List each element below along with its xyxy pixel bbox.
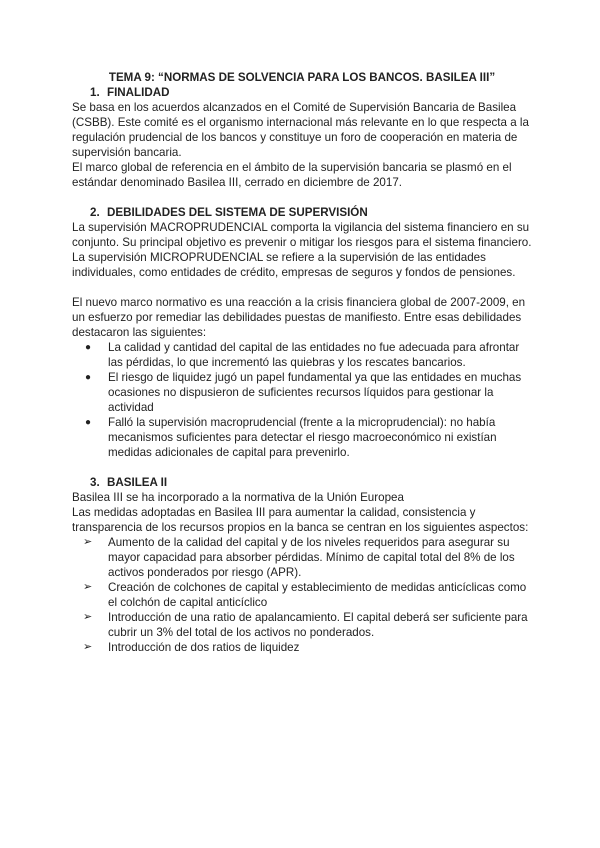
section-title: FINALIDAD	[107, 86, 170, 99]
arrow-bullet-icon: ➢	[83, 611, 93, 623]
bullet-icon: ●	[85, 342, 92, 353]
list-item	[72, 580, 532, 610]
list-item-text: Aumento de la calidad del capital y de los niveles requeridos para asegurar su mayor capacidad para absorber pérdidas. Mínimo de capital total del 8% de los activos ponderados por riesgo (APR).	[108, 536, 515, 579]
list-item-text: La calidad y cantidad del capital de las entidades no fue adecuada para afrontar las pérdidas, lo que incrementó las quiebras y los rescates bancarios.	[108, 341, 520, 369]
arrow-list	[72, 535, 532, 655]
arrow-bullet-icon: ➢	[83, 581, 93, 593]
bullet-icon: ●	[85, 417, 92, 428]
section-number: 1.	[90, 86, 100, 99]
document-page	[72, 70, 532, 655]
document-title: TEMA 9: “NORMAS DE SOLVENCIA PARA LOS BANCOS. BASILEA III”	[108, 71, 496, 84]
paragraph: El marco global de referencia en el ámbito de la supervisión bancaria se plasmó en el estándar denominado Basilea III, cerrado en diciembre de 2017.	[72, 161, 512, 189]
paragraph: La supervisión MACROPRUDENCIAL comporta la vigilancia del sistema financiero en su conjunto. Su principal objetivo es prevenir o mitigar los riesgos para el sistema financiero.	[72, 221, 532, 249]
bullet-icon: ●	[85, 372, 92, 383]
paragraph: El nuevo marco normativo es una reacción a la crisis financiera global de 2007-2009, en un esfuerzo por remediar las debilidades puestas de manifiesto. Entre esas debilidades destacaron las siguientes:	[72, 296, 526, 339]
list-item-text: Introducción de dos ratios de liquidez	[108, 641, 300, 654]
section-number: 3.	[90, 476, 100, 489]
arrow-bullet-icon: ➢	[83, 536, 93, 548]
section-title: BASILEA II	[107, 476, 168, 489]
list-item-text: Falló la supervisión macroprudencial (frente a la microprudencial): no había mecanismos suficientes para detectar el riesgo macroeconómico ni existían medidas adicionales de capital para prevenirlo.	[108, 416, 497, 459]
arrow-bullet-icon: ➢	[83, 641, 93, 653]
list-item	[72, 640, 532, 655]
section-heading-finalidad	[72, 85, 532, 100]
paragraph: Basilea III se ha incorporado a la normativa de la Unión Europea	[72, 491, 404, 504]
list-item	[72, 415, 532, 460]
list-item	[72, 340, 532, 370]
section-number: 2.	[90, 206, 100, 219]
paragraph: La supervisión MICROPRUDENCIAL se refiere a la supervisión de las entidades individuales, como entidades de crédito, empresas de seguros y fondos de pensiones.	[72, 251, 516, 279]
list-item-text: Introducción de una ratio de apalancamiento. El capital deberá ser suficiente para cubrir un 3% del total de los activos no ponderados.	[108, 611, 528, 639]
list-item	[72, 370, 532, 415]
paragraph: Se basa en los acuerdos alcanzados en el Comité de Supervisión Bancaria de Basilea (CSBB). Este comité es el organismo internacional más relevante en lo que respecta a la regulación prudencial de los bancos y constituye un foro de cooperación en materia de supervisión bancaria.	[72, 101, 529, 159]
list-item-text: El riesgo de liquidez jugó un papel fundamental ya que las entidades en muchas ocasiones no dispusieron de suficientes recursos líquidos para gestionar la actividad	[108, 371, 522, 414]
list-item	[72, 610, 532, 640]
paragraph: Las medidas adoptadas en Basilea III para aumentar la calidad, consistencia y transparencia de los recursos propios en la banca se centran en los siguientes aspectos:	[72, 506, 529, 534]
section-heading-basilea	[72, 475, 532, 490]
list-item-text: Creación de colchones de capital y establecimiento de medidas anticíclicas como el colchón de capital anticíclico	[108, 581, 527, 609]
section-heading-debilidades	[72, 205, 532, 220]
section-title: DEBILIDADES DEL SISTEMA DE SUPERVISIÓN	[107, 206, 368, 219]
bullet-list	[72, 340, 532, 460]
list-item	[72, 535, 532, 580]
